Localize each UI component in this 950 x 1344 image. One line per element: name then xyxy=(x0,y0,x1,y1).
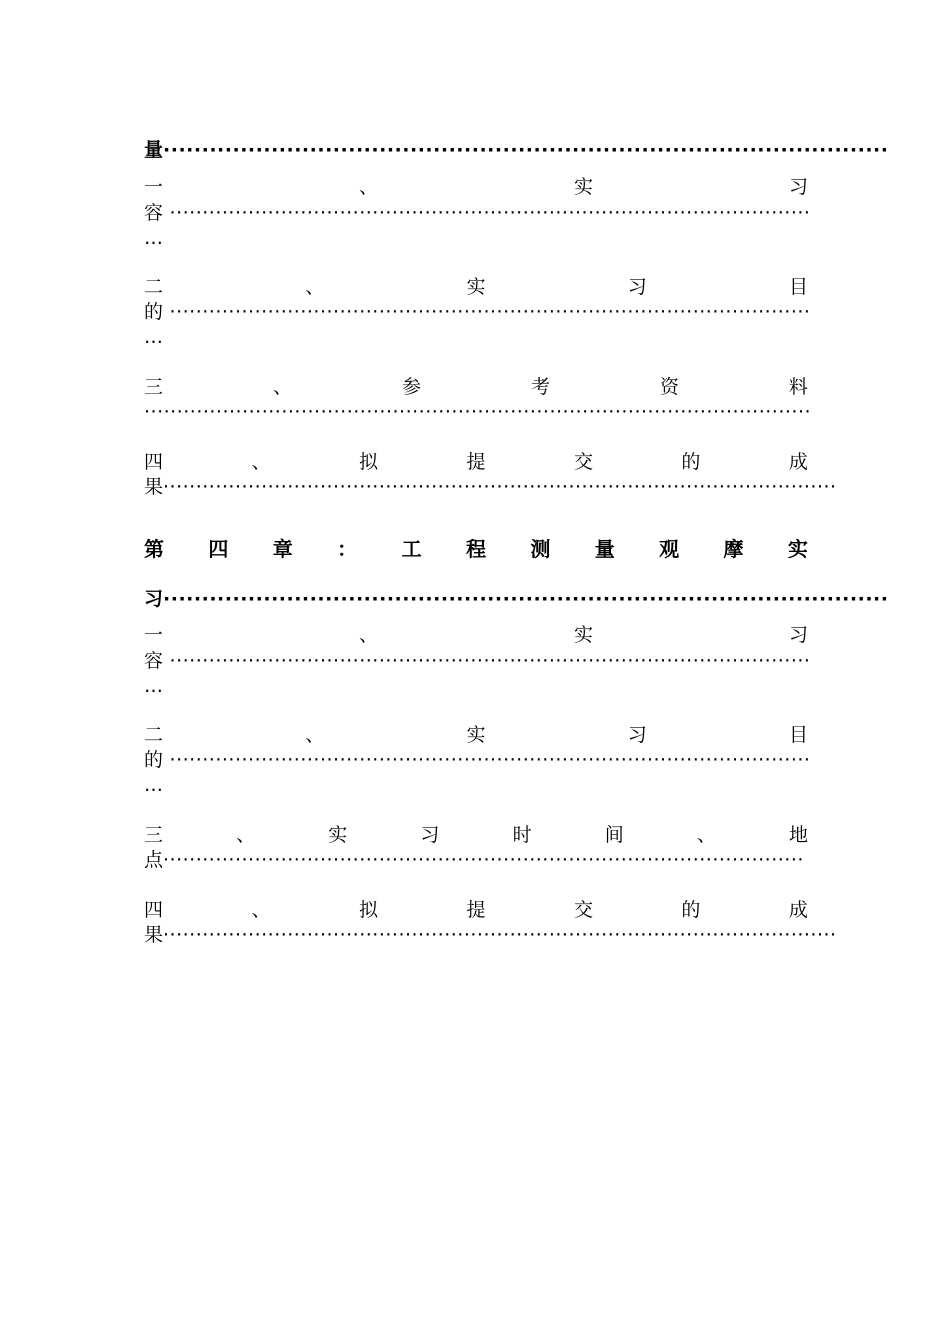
toc-entry-cont: 的 xyxy=(144,749,164,771)
ch4-entry-4-line-2 xyxy=(144,923,837,947)
ch3-entry-3-line-1 xyxy=(144,375,808,399)
toc-char: 、 xyxy=(236,824,256,846)
chapter-4-title-tail xyxy=(144,587,889,611)
ch3-entry-3-line-2 xyxy=(144,400,812,424)
toc-char: 、 xyxy=(305,724,325,746)
ch4-entry-1-line-2 xyxy=(144,649,811,673)
toc-char: 二 xyxy=(144,724,164,746)
toc-entry-cont: 点 xyxy=(144,849,164,871)
ch4-entry-2-line-1 xyxy=(144,723,808,747)
ch3-entry-2-line-2 xyxy=(144,300,811,324)
toc-char: 习 xyxy=(788,624,808,646)
toc-char: 时 xyxy=(512,824,532,846)
ch4-entry-4-line-1 xyxy=(144,898,808,922)
toc-char: 的 xyxy=(681,451,701,473)
ch3-entry-1-line-3 xyxy=(144,226,808,250)
toc-char: 考 xyxy=(530,376,550,398)
toc-char: 实 xyxy=(573,624,593,646)
leader-dots: ······································································································ xyxy=(144,401,812,423)
toc-char: 成 xyxy=(788,451,808,473)
toc-char: 、 xyxy=(272,376,292,398)
ch3-entry-2-line-1 xyxy=(144,275,808,299)
toc-char: 、 xyxy=(358,176,378,198)
toc-char: 的 xyxy=(681,899,701,921)
toc-entry-tail: … xyxy=(144,227,163,249)
toc-char: 一 xyxy=(144,624,164,646)
toc-char: 提 xyxy=(466,451,486,473)
toc-char: 、 xyxy=(251,899,271,921)
ch4-entry-2-line-3 xyxy=(144,773,808,797)
ch3-entry-1-line-1 xyxy=(144,175,808,199)
toc-char: 观 xyxy=(659,537,680,561)
toc-char: 四 xyxy=(144,899,164,921)
toc-char: 实 xyxy=(328,824,348,846)
toc-char: 实 xyxy=(573,176,593,198)
toc-char: 章 xyxy=(272,537,293,561)
toc-char: 习 xyxy=(627,724,647,746)
toc-entry-tail: … xyxy=(144,326,163,348)
ch4-entry-1-line-1 xyxy=(144,623,808,647)
toc-char: 参 xyxy=(401,376,421,398)
toc-entry-tail: … xyxy=(144,774,163,796)
leader-dots: ·································································································· xyxy=(163,849,804,871)
leader-dots: ······································································································· xyxy=(163,476,837,498)
toc-entry-cont: 的 xyxy=(144,301,164,323)
toc-char: 量 xyxy=(594,537,615,561)
leader-dots: ······································································································· xyxy=(163,924,837,946)
toc-char: 实 xyxy=(466,724,486,746)
toc-char: 程 xyxy=(465,537,486,561)
ch3-entry-1-line-2 xyxy=(144,201,811,225)
toc-char: 、 xyxy=(696,824,716,846)
chapter-4-title xyxy=(144,536,808,562)
ch4-entry-1-line-3 xyxy=(144,674,808,698)
toc-char: 间 xyxy=(604,824,624,846)
toc-char: 目 xyxy=(788,724,808,746)
toc-char: 提 xyxy=(466,899,486,921)
toc-char: 四 xyxy=(144,451,164,473)
toc-char: 一 xyxy=(144,176,164,198)
ch3-entry-4-line-2 xyxy=(144,475,837,499)
toc-char: 拟 xyxy=(358,451,378,473)
leader-dots: ······························································································ xyxy=(163,139,889,161)
ch4-entry-3-line-2 xyxy=(144,848,808,872)
toc-entry-cont: 果 xyxy=(144,924,164,946)
toc-entry-cont: 果 xyxy=(144,476,164,498)
chapter-3-title-tail xyxy=(144,138,889,162)
toc-char: 第 xyxy=(144,537,164,561)
toc-char: 习 xyxy=(788,176,808,198)
toc-char: 实 xyxy=(787,537,808,561)
ch4-entry-3-line-1 xyxy=(144,823,808,847)
toc-char: 二 xyxy=(144,276,164,298)
toc-char: 目 xyxy=(788,276,808,298)
toc-char: 、 xyxy=(251,451,271,473)
leader-dots: ·································································································· xyxy=(163,749,811,771)
toc-char: 习 xyxy=(627,276,647,298)
chapter-3-title-tail-text: 量 xyxy=(144,139,164,161)
toc-char: 交 xyxy=(573,899,593,921)
toc-char: 、 xyxy=(305,276,325,298)
toc-char: 测 xyxy=(530,537,551,561)
ch3-entry-4-line-1 xyxy=(144,450,808,474)
leader-dots: ·································································································· xyxy=(163,202,811,224)
toc-char: 摩 xyxy=(723,537,744,561)
toc-entry-cont: 容 xyxy=(144,650,164,672)
toc-char: 地 xyxy=(788,824,808,846)
toc-char: 成 xyxy=(788,899,808,921)
toc-char: 料 xyxy=(788,376,808,398)
toc-entry-tail: … xyxy=(144,675,163,697)
chapter-4-title-tail-text: 习 xyxy=(144,588,164,610)
leader-dots: ······························································································ xyxy=(163,588,889,610)
toc-char: 拟 xyxy=(358,899,378,921)
leader-dots: ·································································································· xyxy=(163,301,811,323)
toc-char: 工 xyxy=(401,537,422,561)
toc-char: 、 xyxy=(358,624,378,646)
toc-char: 资 xyxy=(659,376,679,398)
toc-char: 交 xyxy=(573,451,593,473)
toc-char: 习 xyxy=(420,824,440,846)
toc-entry-cont: 容 xyxy=(144,202,164,224)
toc-char: ： xyxy=(337,537,358,561)
leader-dots: ·································································································· xyxy=(163,650,811,672)
ch4-entry-2-line-2 xyxy=(144,748,811,772)
toc-char: 四 xyxy=(208,537,229,561)
toc-char: 实 xyxy=(466,276,486,298)
toc-char: 三 xyxy=(144,376,164,398)
ch3-entry-2-line-3 xyxy=(144,325,808,349)
toc-char: 三 xyxy=(144,824,164,846)
